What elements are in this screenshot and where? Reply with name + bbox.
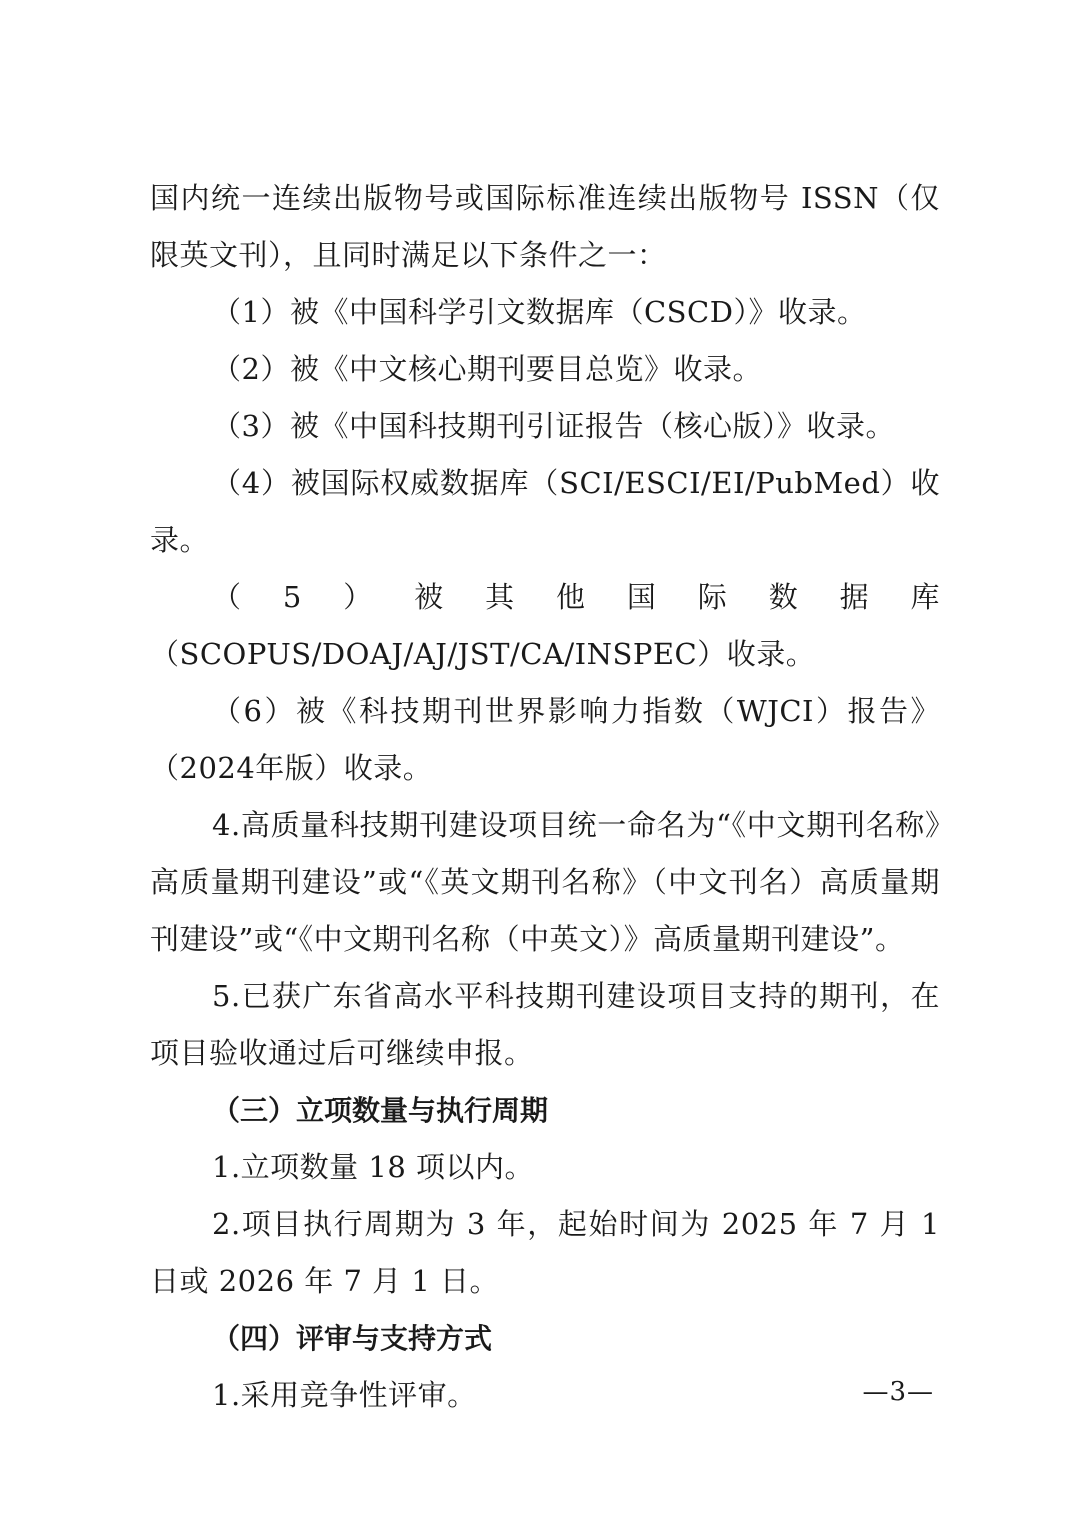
condition-4: （4）被国际权威数据库（SCI/ESCI/EI/PubMed）收录。	[150, 466, 940, 557]
paragraph-naming-rule: 4.高质量科技期刊建设项目统一命名为“《中文期刊名称》高质量期刊建设”或“《英文期刊名称》（中文刊名）高质量期刊建设”或“《中文期刊名称（中英文）》高质量期刊建设”。	[150, 808, 940, 956]
item-review-method: 1.采用竞争性评审。	[212, 1378, 477, 1412]
section-heading-quantity-period: （三）立项数量与执行周期	[212, 1094, 549, 1127]
item-period: 2.项目执行周期为 3 年，起始时间为 2025 年 7 月 1 日或 2026 年 7 月 1 日。	[150, 1207, 940, 1298]
item-quantity: 1.立项数量 18 项以内。	[212, 1150, 535, 1184]
condition-3: （3）被《中国科技期刊引证报告（核心版）》收录。	[212, 409, 895, 443]
section-heading-review-support: （四）评审与支持方式	[212, 1322, 493, 1355]
condition-5: （5）被其他国际数据库（SCOPUS/DOAJ/AJ/JST/CA/INSPEC）收录。	[150, 580, 940, 671]
page-number: —3—	[862, 1377, 934, 1407]
document-body	[150, 170, 940, 1424]
condition-1: （1）被《中国科学引文数据库（CSCD）》收录。	[212, 295, 867, 329]
condition-2: （2）被《中文核心期刊要目总览》收录。	[212, 352, 762, 386]
condition-6: （6）被《科技期刊世界影响力指数（WJCI）报告》（2024年版）收录。	[150, 694, 940, 785]
paragraph-renewal: 5.已获广东省高水平科技期刊建设项目支持的期刊，在项目验收通过后可继续申报。	[150, 979, 940, 1070]
paragraph-issn-conditions: 国内统一连续出版物号或国际标准连续出版物号 ISSN（仅限英文刊），且同时满足以下条件之一：	[150, 181, 940, 272]
